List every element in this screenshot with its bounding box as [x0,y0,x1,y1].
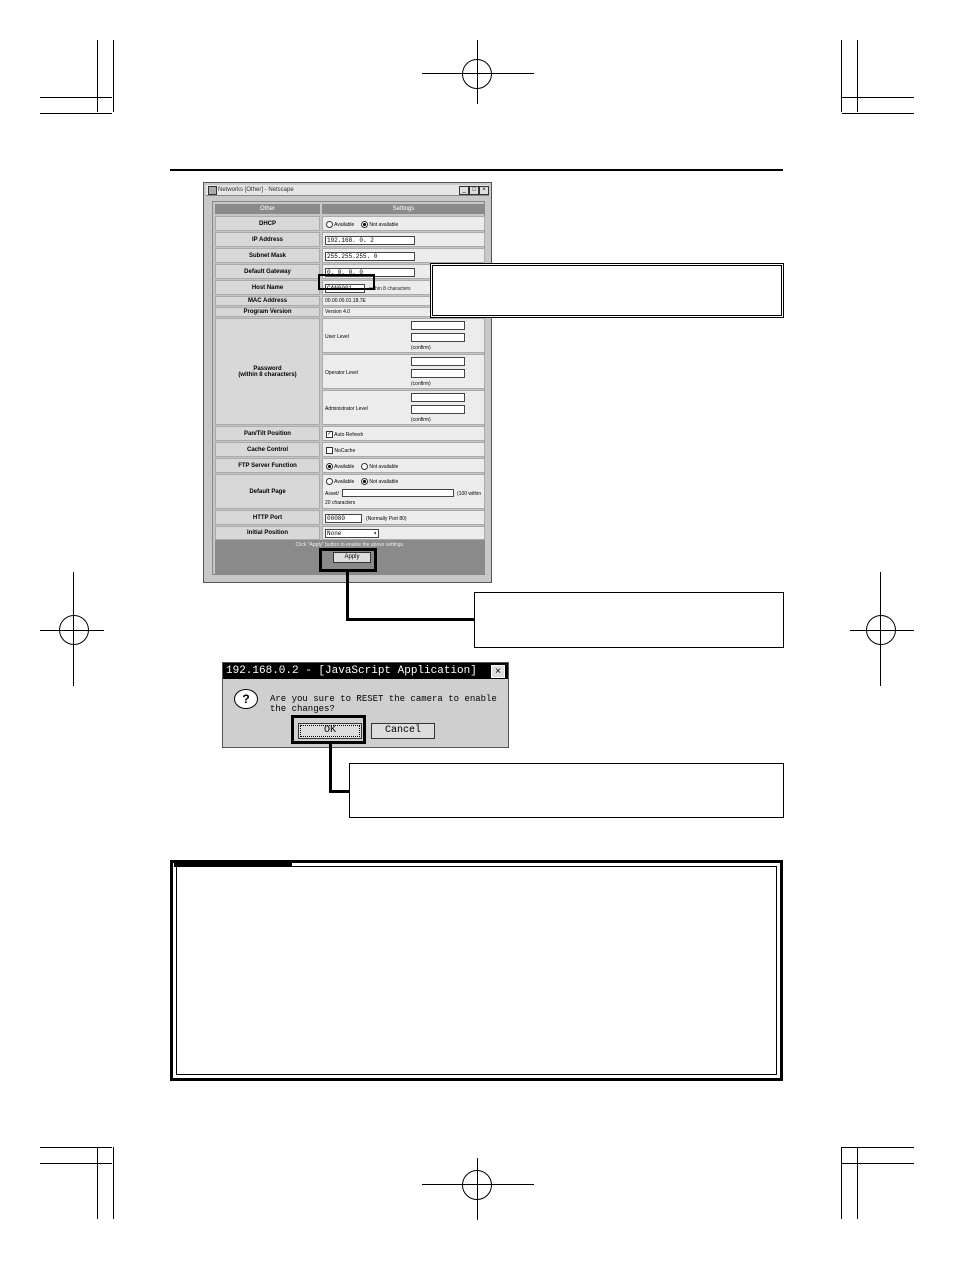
crop-mark [857,1147,858,1219]
registration-mark [477,40,478,104]
ftp-available-label: Available [334,463,355,470]
crop-mark [40,97,112,98]
crop-mark [842,113,914,114]
user-level-row [322,318,485,353]
mac-label: MAC Address [215,296,320,306]
ftp-label: FTP Server Function [215,458,320,473]
maximize-button[interactable]: □ [469,186,479,195]
ok-highlight [291,715,366,744]
user-level-label: User Level [325,334,349,340]
operator-confirm-label: (confirm) [411,381,431,387]
apply-hint: Click "Apply" button to enable the above settings. [295,542,405,548]
host-note: within 8 characters [369,286,411,292]
ftp-not-available-radio[interactable] [361,463,368,470]
http-value [322,510,485,525]
crop-mark [113,1147,114,1219]
nocache-label: NoCache [334,447,356,454]
connector-line [329,790,349,793]
auto-refresh-checkbox[interactable]: ✓ [327,431,332,437]
column-header-settings: Settings [322,204,485,214]
user-confirm-label: (confirm) [411,345,431,351]
defpage-prefix: Asset/ [325,491,339,497]
connector-line [346,572,349,621]
user-password-confirm[interactable] [411,333,465,342]
settings-table [212,201,485,575]
crop-mark [842,1147,914,1148]
crop-mark [841,40,842,112]
netscape-icon [208,186,217,195]
crop-mark [841,1147,842,1219]
admin-level-label: Administrator Level [325,406,368,412]
initial-position-select[interactable] [325,529,379,538]
registration-mark [40,630,104,631]
default-page-value [322,474,485,509]
password-label [215,318,320,425]
callout-hostname [430,263,784,318]
subnet-mask-input[interactable]: 255.255.255. 0 [325,252,415,261]
cache-label: Cache Control [215,442,320,457]
http-note: (Normally Port 80) [366,516,407,522]
minimize-button[interactable]: _ [459,186,469,195]
nocache-checkbox[interactable] [326,447,333,454]
callout-ok [349,763,784,818]
default-page-label: Default Page [215,474,320,509]
registration-mark [73,572,74,686]
header-rule [170,169,783,171]
ip-label: IP Address [215,232,320,247]
host-name-input[interactable]: CAN0001 [325,284,365,293]
initial-position-value: None [327,530,342,537]
version-value: Version 4.0 [322,307,485,317]
apply-button[interactable]: Apply [333,552,371,563]
mac-value: 00.00.00.01.18.7E [322,296,485,306]
ftp-available-radio[interactable] [326,463,333,470]
dhcp-available-label: Available [334,221,355,228]
dialog-close-button[interactable]: × [491,665,505,678]
dhcp-label: DHCP [215,216,320,231]
crop-mark [857,40,858,112]
ok-button[interactable]: OK [298,723,362,739]
crop-mark [113,40,114,112]
ip-value [322,232,485,247]
operator-level-row [322,354,485,389]
column-header-other: Other [215,204,320,214]
subnet-label: Subnet Mask [215,248,320,263]
defpage-note2: 20 characters [325,500,356,506]
gateway-input[interactable]: 0. 0. 0. 0 [325,268,415,277]
window-title: Networks [Other] - Netscape [218,187,294,193]
initpos-label: Initial Position [215,526,320,540]
callout-apply [474,592,784,648]
subnet-value [322,248,485,263]
ip-address-input[interactable]: 192.168. 0. 2 [325,236,415,245]
ftp-value [322,458,485,473]
dhcp-value [322,216,485,231]
version-label: Program Version [215,307,320,317]
admin-password-confirm[interactable] [411,405,465,414]
operator-password-confirm[interactable] [411,369,465,378]
gateway-label: Default Gateway [215,264,320,279]
host-label: Host Name [215,280,320,295]
admin-password-input[interactable] [411,393,465,402]
defpage-available-radio[interactable] [326,478,333,485]
window-titlebar [206,185,489,196]
operator-password-input[interactable] [411,357,465,366]
crop-mark [97,40,98,112]
cancel-button[interactable]: Cancel [371,723,435,739]
dhcp-not-available-label: Not available [369,221,399,228]
note-frame-inner [176,866,777,1075]
user-password-input[interactable] [411,321,465,330]
http-port-input[interactable]: 00080 [325,514,362,523]
crop-mark [842,1163,914,1164]
defpage-not-available-label: Not available [369,478,399,485]
question-icon: ? [234,689,258,709]
cache-value [322,442,485,457]
note-tab [174,862,292,867]
crop-mark [40,113,112,114]
pantilt-label: Pan/Tilt Position [215,426,320,441]
netscape-window [203,182,492,583]
registration-mark [422,73,534,74]
ftp-not-available-label: Not available [369,463,399,470]
dialog-title: 192.168.0.2 - [JavaScript Application] [223,663,508,679]
close-button[interactable]: × [479,186,489,195]
apply-highlight [319,548,377,572]
chevron-down-icon: ▾ [373,530,377,537]
crop-mark [40,1163,112,1164]
connector-line [329,744,332,793]
crop-mark [97,1147,98,1219]
operator-level-label: Operator Level [325,370,359,376]
registration-mark [422,1184,534,1185]
crop-mark [842,97,914,98]
connector-line [346,618,474,621]
admin-level-row [322,390,485,425]
http-label: HTTP Port [215,510,320,525]
dhcp-not-available-radio[interactable] [361,221,368,228]
auto-refresh-label: Auto Refresh [334,431,364,438]
dhcp-available-radio[interactable] [326,221,333,228]
password-label-text: Password [253,365,282,372]
hostname-highlight [318,274,375,290]
admin-confirm-label: (confirm) [411,417,431,423]
password-label-note: (within 8 characters) [238,371,297,378]
pantilt-value [322,426,485,441]
registration-mark [850,630,914,631]
registration-mark [880,572,881,686]
defpage-not-available-radio[interactable] [361,478,368,485]
dialog-message: Are you sure to RESET the camera to enable the changes? [270,694,497,714]
registration-mark [477,1158,478,1220]
initpos-value [322,526,485,540]
default-page-input[interactable] [342,489,454,497]
defpage-note: (100 within [457,491,482,497]
defpage-available-label: Available [334,478,355,485]
crop-mark [40,1147,112,1148]
